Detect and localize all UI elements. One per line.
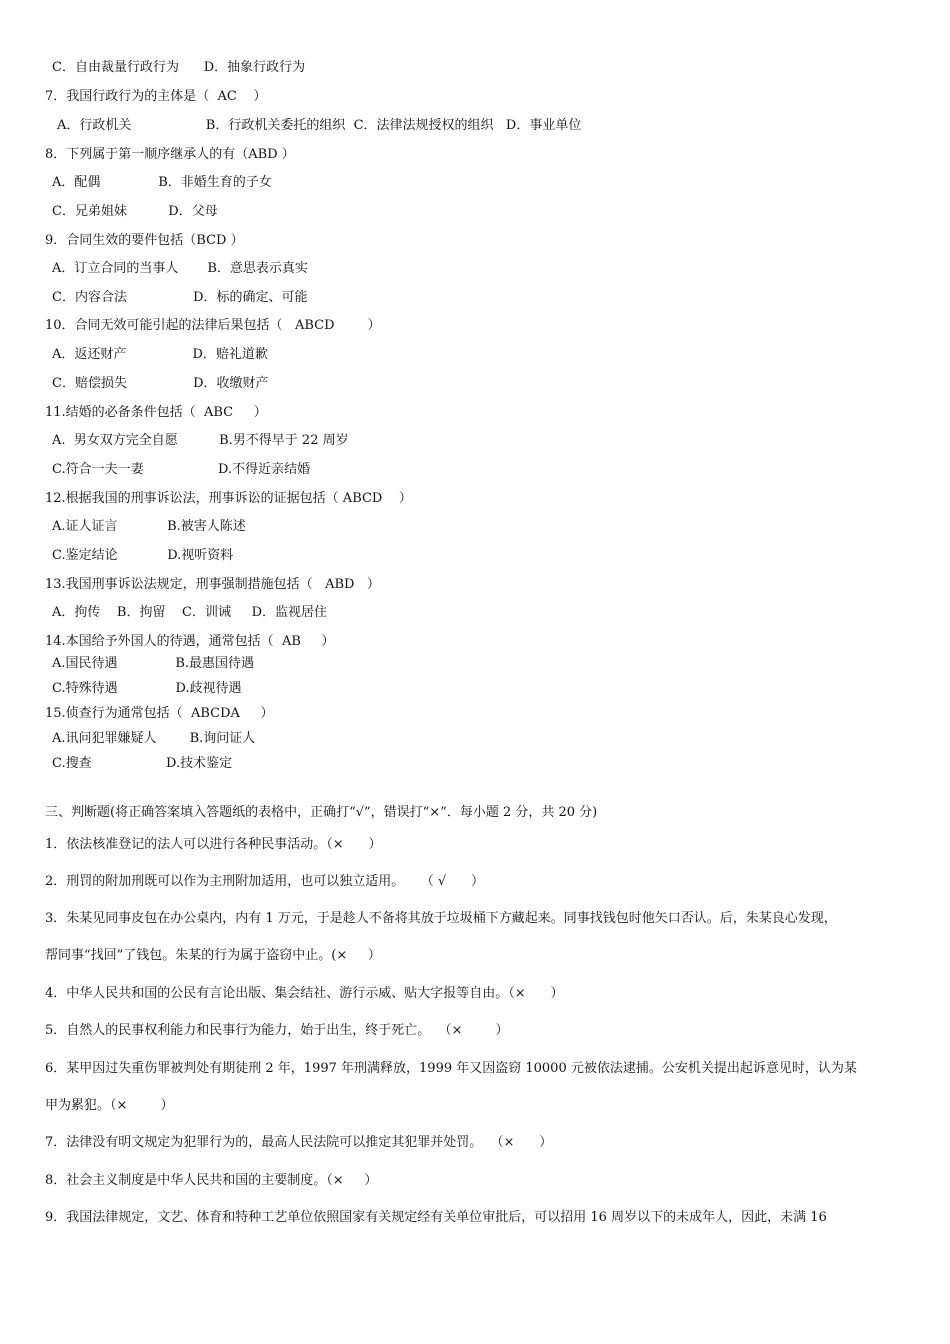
option-line: C.特殊待遇 D.歧视待遇 [52, 681, 242, 696]
judgment-9: 9．我国法律规定，文艺、体育和特种工艺单位依照国家有关规定经有关单位审批后，可以招用 16 周岁以下的未成年人，因此，未满 16 [45, 1210, 827, 1225]
option-line: A.国民待遇 B.最惠国待遇 [52, 656, 255, 671]
judgment-5: 5．自然人的民事权利能力和民事行为能力，始于出生，终于死亡。 （× ） [45, 1023, 509, 1038]
option-line: C．兄弟姐妹 D．父母 [52, 204, 218, 219]
option-line: A．订立合同的当事人 B．意思表示真实 [52, 261, 308, 276]
question-7: 7．我国行政行为的主体是（ AC ） [45, 89, 267, 104]
option-line: C.鉴定结论 D.视听资料 [52, 548, 234, 563]
judgment-2: 2．刑罚的附加刑既可以作为主刑附加适用，也可以独立适用。 （ √ ） [45, 874, 485, 889]
section-title: 三、判断题(将正确答案填入答题纸的表格中，正确打“√”，错误打“×”．每小题 2 分，共 20 分) [45, 805, 598, 820]
question-12: 12.根据我国的刑事诉讼法，刑事诉讼的证据包括（ ABCD ） [45, 491, 412, 506]
judgment-1: 1．依法核准登记的法人可以进行各种民事活动。（× ） [45, 837, 382, 852]
question-14: 14.本国给予外国人的待遇，通常包括（ AB ） [45, 634, 335, 649]
option-line: A．返还财产 D．赔礼道歉 [52, 347, 268, 362]
option-line: A．配偶 B．非婚生育的子女 [52, 175, 272, 190]
judgment-6: 6．某甲因过失重伤罪被判处有期徒刑 2 年，1997 年刑满释放，1999 年又因盗窃 10000 元被依法逮捕。公安机关提出起诉意见时，认为某 [45, 1061, 857, 1076]
option-line: C．自由裁量行政行为 D．抽象行政行为 [52, 60, 306, 75]
question-11: 11.结婚的必备条件包括（ ABC ） [45, 405, 267, 420]
option-line: C．内容合法 D．标的确定、可能 [52, 290, 308, 305]
question-8: 8．下列属于第一顺序继承人的有（ABD ） [45, 147, 295, 162]
judgment-3: 3．朱某见同事皮包在办公桌内，内有 1 万元，于是趁人不备将其放于垃圾桶下方藏起来。同事找钱包时他矢口否认。后，朱某良心发现， [45, 911, 837, 926]
question-9: 9．合同生效的要件包括（BCD ） [45, 233, 244, 248]
option-line: A.证人证言 B.被害人陈述 [52, 519, 246, 534]
judgment-7: 7．法律没有明文规定为犯罪行为的，最高人民法院可以推定其犯罪并处罚。 （× ） [45, 1135, 553, 1150]
judgment-3-cont: 帮同事“找回”了钱包。朱某的行为属于盗窃中止。(× ） [45, 948, 381, 963]
option-line: C.搜查 D.技术鉴定 [52, 756, 233, 771]
option-line: A．行政机关 B．行政机关委托的组织 C．法律法规授权的组织 D．事业单位 [57, 118, 582, 133]
option-line: A．拘传 B．拘留 C．训诫 D．监视居住 [52, 605, 328, 620]
question-15: 15.侦查行为通常包括（ ABCDA ） [45, 706, 274, 721]
option-line: A.讯问犯罪嫌疑人 B.询问证人 [52, 731, 256, 746]
judgment-8: 8．社会主义制度是中华人民共和国的主要制度。（× ） [45, 1173, 378, 1188]
judgment-4: 4．中华人民共和国的公民有言论出版、集会结社、游行示威、贴大字报等自由。（× ） [45, 986, 564, 1001]
option-line: C.符合一夫一妻 D.不得近亲结婚 [52, 462, 311, 477]
option-line: A. 男女双方完全自愿 B.男不得早于 22 周岁 [52, 433, 349, 448]
judgment-6-cont: 甲为累犯。（× ） [45, 1098, 174, 1113]
question-10: 10．合同无效可能引起的法律后果包括（ ABCD ） [45, 318, 381, 333]
option-line: C．赔偿损失 D．收缴财产 [52, 376, 269, 391]
question-13: 13.我国刑事诉讼法规定，刑事强制措施包括（ ABD ） [45, 577, 380, 592]
